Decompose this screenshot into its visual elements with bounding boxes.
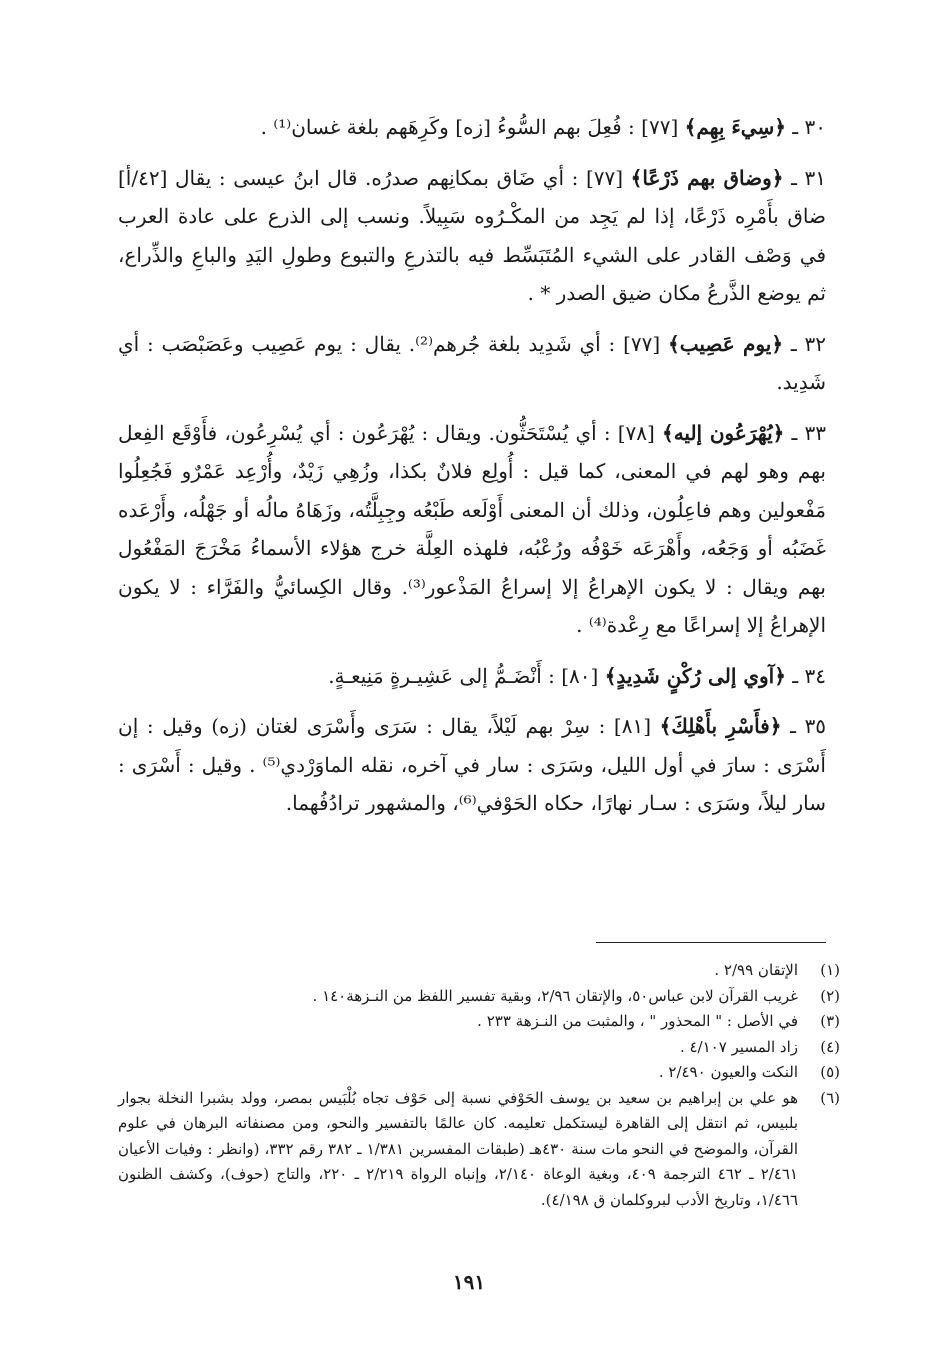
entry-34 bbox=[118, 657, 826, 696]
footnote-text: زاد المسير ٤/١٠٧ . bbox=[679, 1037, 798, 1056]
footnotes bbox=[118, 958, 840, 1213]
entry-text: [٨١] : سِرْ بهم لَيْلاً، يقال : سَرَى وأَسْرَى لغتان (زه) وقيل : إن أَسْرَى : سارَ في أول الليل، وسَرَى : سار في آخره، نقله الماوَرْدي⁽⁵⁾ . وقيل : أَسْرَى : سار ليلاً، وسَرَى : سـار نهارًا، حكاه الحَوْفي⁽⁶⁾، والمشهور ترادُفُهما. bbox=[118, 714, 826, 815]
footnote bbox=[118, 1035, 840, 1061]
quran-term: ﴿يوم عَصِيب﴾ bbox=[667, 331, 784, 356]
entry-text: [٧٧] : فُعِلَ بهم السُّوءُ [زه] وكَرِهَهم بلغة غسان⁽¹⁾ . bbox=[260, 115, 679, 139]
footnote-number: (٤) bbox=[820, 1037, 840, 1056]
entry-30 bbox=[118, 108, 826, 147]
entry-number: ٣٢ ـ bbox=[790, 331, 827, 356]
footnote-number: (٥) bbox=[820, 1063, 840, 1081]
entry-number: ٣١ ـ bbox=[791, 165, 827, 190]
quran-term: ﴿فأَسْرِ بأَهْلِكَ﴾ bbox=[659, 714, 782, 738]
entry-32 bbox=[118, 325, 826, 402]
quran-term: ﴿وضاق بهم ذَرْعًا﴾ bbox=[630, 165, 784, 190]
entry-35 bbox=[118, 707, 826, 823]
footnote-text: النكت والعيون ٢/٤٩٠ . bbox=[658, 1063, 798, 1081]
footnote-text: هو علي بن إبراهيم بن سعيد بن يوسف الحَوْفي نسبة إلى حَوْف تجاه بُلْبَيس بمصر، وولد بشبرا النخلة بجوار بلبيس، ثم انتقل إلى القاهرة ليستكمل تعليمه. كان عالمًا بالتفسير والنحو، ومن مصنفاته البرهان في علوم القرآن، والموضح في النحو مات سنة ٤٣٠هـ (طبقات المفسرين ١/٣٨١ ـ ٣٨٢ رقم ٣٣٢، (وانظر : وفيات الأعيان ٢/٤٦١ ـ ٤٦٢ الترجمة ٤٠٩، وبغية الوعاة ٢/١٤٠، وإنباه الرواة ٢/٢١٩ ـ ٢٢٠، والتاج (حوف)، وكشف الظنون ١/٤٦٦، وتاريخ الأدب لبروكلمان ق ٤/١٩٨). bbox=[118, 1088, 798, 1209]
entry-number: ٣٤ ـ bbox=[792, 663, 826, 688]
main-text bbox=[118, 108, 826, 835]
entry-number: ٣٥ ـ bbox=[790, 714, 827, 738]
quran-term: ﴿سِيءَ بِهِم﴾ bbox=[684, 115, 786, 139]
footnote-text: غريب القرآن لابن عباس٥٠، والإتقان ٢/٩٦، وبقية تفسير اللفظ من النـزهة١٤٠ . bbox=[312, 986, 798, 1005]
entry-33 bbox=[118, 414, 826, 645]
quran-term: ﴿آوي إلى رُكْنٍ شَدِيدٍ﴾ bbox=[604, 663, 786, 688]
footnote-text: في الأصل : " المحذور " ، والمثبت من النـزهة ٢٣٣ . bbox=[477, 1012, 798, 1030]
entry-31 bbox=[118, 159, 826, 313]
entry-text: [٧٧] : أي ضَاق بمكانِهم صدرُه. قال ابنُ عيسى : يقال [٤٢/أ] ضاق بأَمْرِه ذَرْعًا، إذا لم يَجِد من المكْـرُوه سَبِيلاً. ونسب إلى الذرع على عادة العرب في وَصْف القادر على الشيء المُتَبَسِّط فيه بالتذرعِ والتبوع وطولِ اليَدِ والباعِ والذِّراع، ثم يوضع الذَّرعُ مكان ضيق الصدر * . bbox=[118, 165, 826, 305]
quran-term: ﴿يُهْرَعُون إليه﴾ bbox=[661, 420, 785, 445]
footnote bbox=[118, 958, 840, 984]
page-number: ١٩١ bbox=[452, 1270, 486, 1294]
footnote bbox=[118, 984, 840, 1010]
entry-text: [٧٧] : أي شَدِيد بلغة جُرهم⁽²⁾. يقال : يوم عَصِيب وعَصَبْصَب : أي شَدِيد. bbox=[118, 331, 826, 394]
footnote-number: (٦) bbox=[820, 1088, 840, 1107]
entry-text: [٨٠] : أَنْضَـمُّ إلى عَشِيـرةٍ مَنِيعـةٍ. bbox=[328, 663, 599, 688]
footnote bbox=[118, 1060, 840, 1086]
footnote-separator bbox=[596, 942, 826, 943]
footnote-number: (١) bbox=[820, 961, 840, 979]
footnote bbox=[118, 1086, 840, 1214]
footnote-number: (٣) bbox=[820, 1012, 840, 1030]
footnote bbox=[118, 1009, 840, 1035]
footnote-text: الإتقان ٢/٩٩ . bbox=[714, 961, 798, 979]
footnote-number: (٢) bbox=[820, 986, 840, 1005]
entry-number: ٣٣ ـ bbox=[791, 420, 827, 445]
entry-number: ٣٠ ـ bbox=[792, 115, 826, 139]
entry-text: [٧٨] : أي يُسْتَحَثُّون. ويقال : يُهْرَعُون : أي يُسْرِعُون، فأَوْقَع الفِعل بهم وهو لهم في المعنى، كما قيل : أُولِع فلانٌ بكذا، وزُهِي زَيْدٌ، وأُرْعِد عَمْرٌو فَجُعِلُوا مَفْعولين وهم فاعِلُون، وذلك أن المعنى أَوْلَعه طَبْعُه وجِبِلَّتُه، وزَهَاهُ مالُه أو جَهْلُه، وأَرْعَده غَضَبُه أو وَجَعُه، وأَهْرَعَه خَوْفُه ورُعْبُه، فلهذه العِلَّة خرج هؤلاء الأسماءُ مَخْرَجَ المَفْعُول بهم ويقال : لا يكون الإهراعُ إلا إسراعُ المَذْعور⁽³⁾. وقال الكِسائيُّ والفَرَّاء : لا يكون الإهراعُ إلا إسراعًا مع رِعْدة⁽⁴⁾ . bbox=[118, 420, 826, 637]
